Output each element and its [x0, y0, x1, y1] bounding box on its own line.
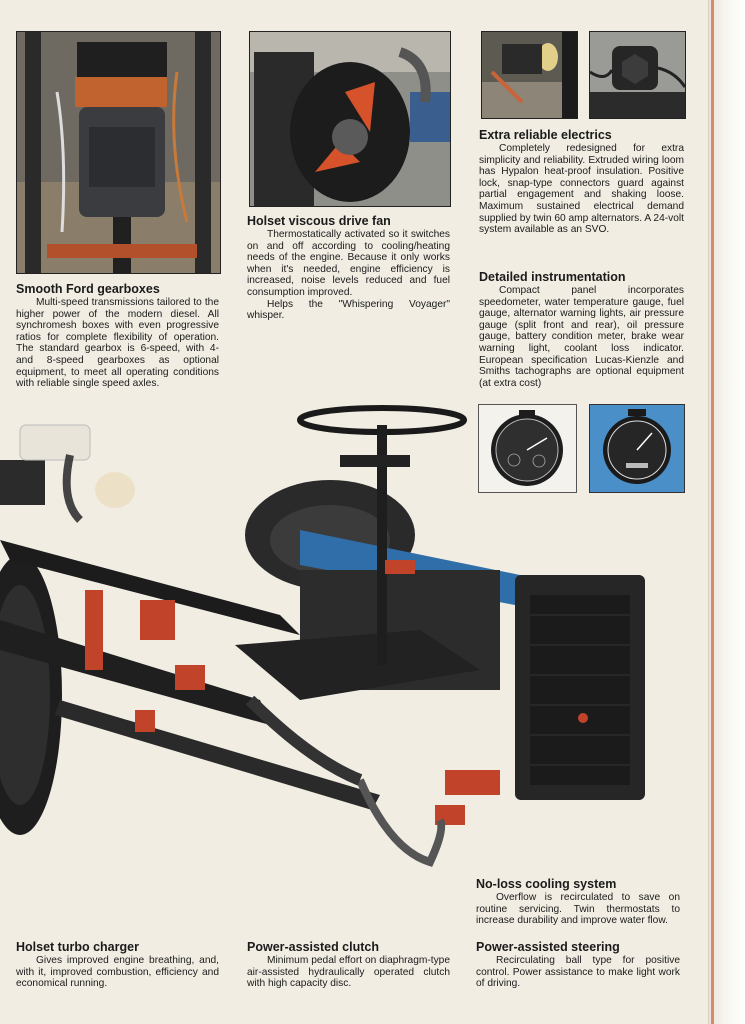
fan-text — [247, 229, 450, 322]
connector-photo-2 — [589, 31, 686, 119]
cooling-heading: No-loss cooling system — [476, 877, 617, 891]
fan-text-2: Helps the "Whispering Voyager" whisper. — [247, 298, 450, 322]
page-edge — [708, 0, 745, 1024]
instrumentation-heading: Detailed instrumentation — [479, 270, 626, 284]
clutch-text — [247, 955, 450, 990]
connector-photo-1 — [481, 31, 578, 119]
gearboxes-text-content: Multi-speed transmissions tailored to the higher power of the modern diesel. All synchromesh boxes with even progressive ratios for complete flexibility of operation. The standard gearbox is 6-speed, with 4- and 8-speed gearboxes as optional equipment, to meet all operating conditions with reliable single speed axles. — [16, 297, 219, 390]
instrumentation-text — [479, 285, 684, 389]
turbo-heading: Holset turbo charger — [16, 940, 139, 954]
gearboxes-heading: Smooth Ford gearboxes — [16, 282, 160, 296]
cooling-text-content: Overflow is recirculated to save on routine servicing. Twin thermostats to increase durability and improve water flow. — [476, 892, 680, 927]
clutch-text-content: Minimum pedal effort on diaphragm-type air-assisted hydraulically operated clutch with high capacity disc. — [247, 955, 450, 990]
electrics-heading: Extra reliable electrics — [479, 128, 612, 142]
gearbox-photo — [16, 31, 221, 274]
electrics-text — [479, 143, 684, 236]
clutch-heading: Power-assisted clutch — [247, 940, 379, 954]
turbo-text — [16, 955, 219, 990]
chassis-illustration — [0, 400, 670, 870]
fan-heading: Holset viscous drive fan — [247, 214, 391, 228]
turbo-text-content: Gives improved engine breathing, and, with it, improved combustion, efficiency and economical running. — [16, 955, 219, 990]
gearboxes-text — [16, 297, 219, 390]
fan-text-content: Thermostatically activated so it switches on and off according to cooling/heating needs of the engine. Because it only works when it's needed, engine efficiency is increased, noise levels reduced and fuel consumption improved. — [247, 229, 450, 298]
electrics-text-content: Completely redesigned for extra simplicity and reliability. Extruded wiring loom has Hypalon heat-proof insulation. Positive lock, snap-type connectors guard against partial engagement and shaking loose. Maximum sustained electrical demand supplied by twin 60 amp alternators. A 24-volt system available as an SVO. — [479, 143, 684, 236]
steering-heading: Power-assisted steering — [476, 940, 620, 954]
steering-text — [476, 955, 680, 990]
instrumentation-text-content: Compact panel incorporates speedometer, water temperature gauge, fuel gauge, alternator warning lights, air pressure gauge (split front and rear), oil pressure gauge, battery condition meter, brake wear warning light, coolant loss indicator. European specification Lucas-Kienzle and Smiths tachographs are optional equipment (at extra cost) — [479, 285, 684, 389]
steering-text-content: Recirculating ball type for positive control. Power assistance to make light work of driving. — [476, 955, 680, 990]
fan-photo — [249, 31, 451, 207]
cooling-text — [476, 892, 680, 927]
